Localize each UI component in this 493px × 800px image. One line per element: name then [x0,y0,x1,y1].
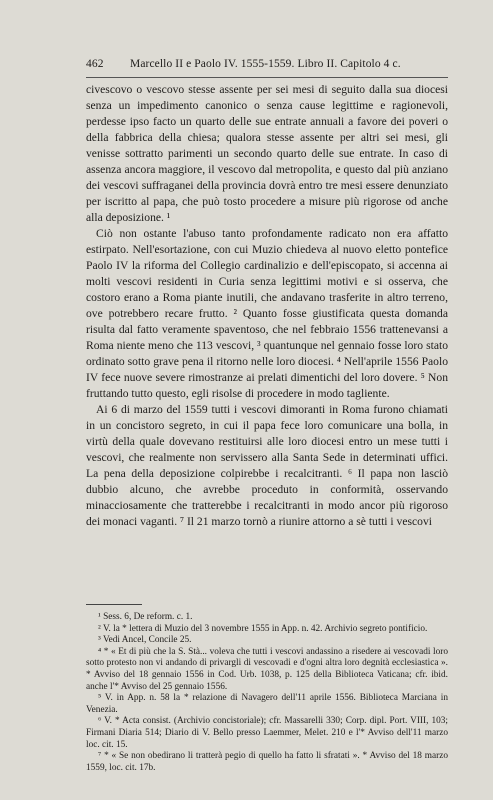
footnotes [86,612,448,774]
paragraph: civescovo o vescovo stesse assente per sei mesi di seguito dalla sua diocesi senza un impedimento canonico o senza cause legittime e ragionevoli, perdesse ipso facto un quarto delle sue entrate annuali a favore dei poveri o della fabbrica della chiesa; qualora stesse assente per altri sei mesi, gli venisse sottratto parimenti un secondo quarto delle sue entrate. In caso di assenza ancora maggiore, il vescovo dal metropolita, e questo dal più anziano dei vescovi suffraganei della provincia dovrà entro tre mesi essere denunziato per iscritto al papa, che può tosto procedere a misure più rigorose od anche alla deposizione. ¹ [86,83,448,224]
paragraph: Ai 6 di marzo del 1559 tutti i vescovi dimoranti in Roma furono chiamati in un concistoro segreto, in cui il papa fece loro comunicare una bolla, in virtù della quale dovevano restituirsi alle loro diocesi entro un mese tutti i vescovi, che realmente non servissero alla Santa Sede in determinati uffici. La pena della deposizione colpirebbe i recalcitranti. ⁶ Il papa non lasciò dubbio alcuno, che avrebbe proceduto in conformità, osservando minacciosamente che tratterebbe i recalcitranti in modo ancor più rigoroso dei monaci vaganti. ⁷ Il 21 marzo tornò a riunire attorno a sè tutti i vescovi [86,403,448,528]
paragraph: Ciò non ostante l'abuso tanto profondamente radicato non era affatto estirpato. Nell'esortazione, con cui Muzio chiedeva al nuovo eletto pontefice Paolo IV la riforma del Collegio cardinalizio e dell'episcopato, si accenna ai molti vescovi residenti in Curia senza legittimi motivi e si osserva, che costoro erano a Roma piante inutili, che andavano trasferite in altro terreno, ove potrebbero recare frutto. ² Quanto fosse giustificata questa domanda risulta dal fatto veramente spaventoso, che nel febbraio 1556 trattenevansi a Roma niente meno che 113 vescovi, ³ quantunque nel gennaio fosse loro stato ordinato sotto grave pena il ritorno nelle loro diocesi. ⁴ Nell'aprile 1556 Paolo IV fece nuove severe rimostranze ai prelati dimentichi del loro dovere. ⁵ Non fruttando tutto questo, egli risolse di procedere in modo tagliente. [86,227,448,400]
header-rule [86,77,448,78]
main-text [86,82,448,530]
footnote-rule [86,604,142,605]
page-number: 462 [86,58,104,70]
footnote: ¹ Sess. 6, De reform. c. 1. [98,612,193,622]
footnote: ³ Vedi Ancel, Concile 25. [98,635,192,646]
footnote: ⁷ * « Se non obedirano li tratterà pegio di quello ha fatto li sfratati ». * Avviso del 18 marzo 1559, loc. cit. 17b. [86,751,448,773]
footnote: ⁴ * « Et di più che la S. Stà... voleva che tutti i vescovi andassino a risedere ai vescovadi loro sotto protesto non vi andando di privargli di vescovadi e d'ogni altra loro degnità ecclesiastica ». * Avviso del 18 gennaio 1556 in Cod. Urb. 1038, p. 125 della Biblioteca Vaticana; cfr. ibid. anche l'* Avviso del 25 gennaio 1556. [86,646,448,692]
footnote: ⁵ V. in App. n. 58 la * relazione di Navagero dell'11 aprile 1556. Biblioteca Marciana in Venezia. [86,693,448,715]
footnote: ⁶ V. * Acta consist. (Archivio concistoriale); cfr. Massarelli 330; Corp. dipl. Port. VIII, 103; Firmani Diaria 514; Diario di V. Bello presso Laemmer, Melet. 210 e l'* Avviso dell'11 marzo loc. cit. 15. [86,716,448,750]
running-title: Marcello II e Paolo IV. 1555-1559. Libro II. Capitolo 4 c. [130,58,401,70]
running-header [86,58,448,70]
footnote: ² V. la * lettera di Muzio del 3 novembre 1555 in App. n. 42. Archivio segreto pontificio. [98,623,428,634]
